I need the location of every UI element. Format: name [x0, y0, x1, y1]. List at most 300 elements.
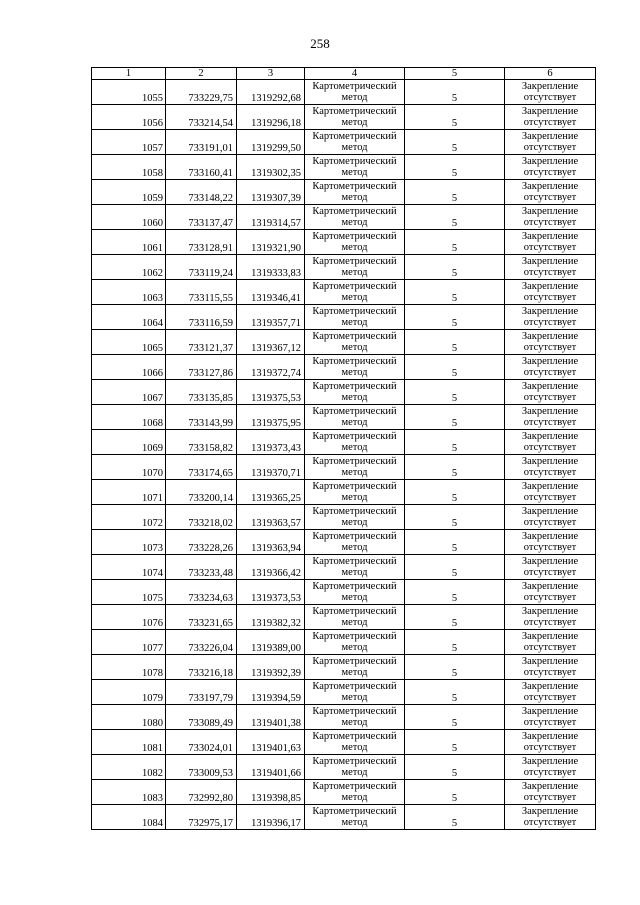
method-line1: Картометрический — [312, 306, 397, 317]
fixation-line2: отсутствует — [523, 542, 577, 553]
method-line2: метод — [341, 467, 368, 478]
accuracy-cell: 5 — [405, 655, 505, 680]
table-row — [92, 405, 596, 430]
method-cell — [305, 130, 405, 155]
method-line2: метод — [341, 717, 368, 728]
fixation-line1: Закрепление — [521, 656, 579, 667]
method-line2: метод — [341, 142, 368, 153]
table-row — [92, 105, 596, 130]
point-number-cell: 1082 — [92, 755, 166, 780]
table-row — [92, 180, 596, 205]
fixation-line2: отсутствует — [523, 367, 577, 378]
fixation-line2: отсутствует — [523, 242, 577, 253]
method-line2: метод — [341, 192, 368, 203]
accuracy-cell: 5 — [405, 305, 505, 330]
fixation-cell — [505, 430, 596, 455]
fixation-line1: Закрепление — [521, 581, 579, 592]
table-row — [92, 580, 596, 605]
method-line1: Картометрический — [312, 656, 397, 667]
x-coordinate-cell: 733214,54 — [166, 105, 237, 130]
x-coordinate-cell: 733135,85 — [166, 380, 237, 405]
y-coordinate-cell: 1319375,53 — [237, 380, 305, 405]
table-row — [92, 155, 596, 180]
column-header: 1 — [92, 68, 166, 80]
y-coordinate-cell: 1319373,53 — [237, 580, 305, 605]
fixation-line1: Закрепление — [521, 331, 579, 342]
point-number-cell: 1079 — [92, 680, 166, 705]
table-row — [92, 730, 596, 755]
fixation-line2: отсутствует — [523, 317, 577, 328]
method-line2: метод — [341, 317, 368, 328]
table-row — [92, 455, 596, 480]
y-coordinate-cell: 1319392,39 — [237, 655, 305, 680]
method-line1: Картометрический — [312, 681, 397, 692]
method-line1: Картометрический — [312, 631, 397, 642]
fixation-line2: отсутствует — [523, 417, 577, 428]
method-cell — [305, 205, 405, 230]
method-cell — [305, 480, 405, 505]
method-line2: метод — [341, 417, 368, 428]
table-row — [92, 355, 596, 380]
point-number-cell: 1074 — [92, 555, 166, 580]
y-coordinate-cell: 1319373,43 — [237, 430, 305, 455]
fixation-cell — [505, 605, 596, 630]
accuracy-cell: 5 — [405, 430, 505, 455]
x-coordinate-cell: 733216,18 — [166, 655, 237, 680]
point-number-cell: 1066 — [92, 355, 166, 380]
x-coordinate-cell: 733174,65 — [166, 455, 237, 480]
method-cell — [305, 330, 405, 355]
table-row — [92, 130, 596, 155]
method-line1: Картометрический — [312, 381, 397, 392]
method-line1: Картометрический — [312, 581, 397, 592]
fixation-line1: Закрепление — [521, 531, 579, 542]
accuracy-cell: 5 — [405, 130, 505, 155]
fixation-line2: отсутствует — [523, 592, 577, 603]
accuracy-cell: 5 — [405, 255, 505, 280]
fixation-cell — [505, 780, 596, 805]
fixation-cell — [505, 530, 596, 555]
x-coordinate-cell: 733228,26 — [166, 530, 237, 555]
fixation-cell — [505, 330, 596, 355]
fixation-line2: отсутствует — [523, 142, 577, 153]
method-line2: метод — [341, 667, 368, 678]
x-coordinate-cell: 733115,55 — [166, 280, 237, 305]
method-line1: Картометрический — [312, 331, 397, 342]
method-cell — [305, 155, 405, 180]
x-coordinate-cell: 733229,75 — [166, 80, 237, 105]
y-coordinate-cell: 1319375,95 — [237, 405, 305, 430]
method-line1: Картометрический — [312, 806, 397, 817]
fixation-line2: отсутствует — [523, 92, 577, 103]
fixation-cell — [505, 80, 596, 105]
point-number-cell: 1059 — [92, 180, 166, 205]
method-line2: метод — [341, 542, 368, 553]
y-coordinate-cell: 1319366,42 — [237, 555, 305, 580]
point-number-cell: 1078 — [92, 655, 166, 680]
x-coordinate-cell: 733234,63 — [166, 580, 237, 605]
accuracy-cell: 5 — [405, 555, 505, 580]
method-line1: Картометрический — [312, 206, 397, 217]
fixation-cell — [505, 280, 596, 305]
method-cell — [305, 505, 405, 530]
fixation-cell — [505, 805, 596, 830]
method-line1: Картометрический — [312, 606, 397, 617]
method-cell — [305, 730, 405, 755]
point-number-cell: 1063 — [92, 280, 166, 305]
fixation-line2: отсутствует — [523, 642, 577, 653]
fixation-line2: отсутствует — [523, 192, 577, 203]
fixation-line1: Закрепление — [521, 306, 579, 317]
fixation-line2: отсутствует — [523, 492, 577, 503]
y-coordinate-cell: 1319382,32 — [237, 605, 305, 630]
fixation-line1: Закрепление — [521, 706, 579, 717]
x-coordinate-cell: 733226,04 — [166, 630, 237, 655]
point-number-cell: 1056 — [92, 105, 166, 130]
table-row — [92, 755, 596, 780]
accuracy-cell: 5 — [405, 755, 505, 780]
y-coordinate-cell: 1319401,38 — [237, 705, 305, 730]
fixation-line1: Закрепление — [521, 206, 579, 217]
accuracy-cell: 5 — [405, 630, 505, 655]
y-coordinate-cell: 1319333,83 — [237, 255, 305, 280]
method-line1: Картометрический — [312, 506, 397, 517]
y-coordinate-cell: 1319401,63 — [237, 730, 305, 755]
fixation-line1: Закрепление — [521, 156, 579, 167]
column-header: 5 — [405, 68, 505, 80]
method-line1: Картометрический — [312, 706, 397, 717]
method-cell — [305, 780, 405, 805]
table-row — [92, 230, 596, 255]
x-coordinate-cell: 733119,24 — [166, 255, 237, 280]
fixation-line2: отсутствует — [523, 517, 577, 528]
table-row — [92, 255, 596, 280]
accuracy-cell: 5 — [405, 380, 505, 405]
method-cell — [305, 605, 405, 630]
fixation-line1: Закрепление — [521, 231, 579, 242]
method-line1: Картометрический — [312, 281, 397, 292]
y-coordinate-cell: 1319363,57 — [237, 505, 305, 530]
method-cell — [305, 280, 405, 305]
method-line1: Картометрический — [312, 131, 397, 142]
method-line1: Картометрический — [312, 356, 397, 367]
fixation-cell — [505, 580, 596, 605]
table-row — [92, 305, 596, 330]
method-line1: Картометрический — [312, 431, 397, 442]
fixation-cell — [505, 405, 596, 430]
method-line1: Картометрический — [312, 731, 397, 742]
table-row — [92, 505, 596, 530]
table-row — [92, 280, 596, 305]
method-line1: Картометрический — [312, 531, 397, 542]
table-row — [92, 480, 596, 505]
method-cell — [305, 555, 405, 580]
method-cell — [305, 305, 405, 330]
method-cell — [305, 705, 405, 730]
fixation-line2: отсутствует — [523, 567, 577, 578]
accuracy-cell: 5 — [405, 680, 505, 705]
accuracy-cell: 5 — [405, 805, 505, 830]
fixation-cell — [505, 130, 596, 155]
table-row — [92, 555, 596, 580]
accuracy-cell: 5 — [405, 480, 505, 505]
method-line2: метод — [341, 742, 368, 753]
fixation-line2: отсутствует — [523, 292, 577, 303]
method-line2: метод — [341, 242, 368, 253]
x-coordinate-cell: 733089,49 — [166, 705, 237, 730]
column-header: 6 — [505, 68, 596, 80]
fixation-cell — [505, 555, 596, 580]
method-line2: метод — [341, 567, 368, 578]
fixation-cell — [505, 355, 596, 380]
point-number-cell: 1075 — [92, 580, 166, 605]
fixation-line1: Закрепление — [521, 356, 579, 367]
y-coordinate-cell: 1319370,71 — [237, 455, 305, 480]
fixation-line1: Закрепление — [521, 131, 579, 142]
table-header-row — [92, 68, 596, 80]
fixation-line2: отсутствует — [523, 267, 577, 278]
method-line2: метод — [341, 767, 368, 778]
method-line2: метод — [341, 517, 368, 528]
accuracy-cell: 5 — [405, 580, 505, 605]
accuracy-cell: 5 — [405, 405, 505, 430]
y-coordinate-cell: 1319299,50 — [237, 130, 305, 155]
x-coordinate-cell: 733233,48 — [166, 555, 237, 580]
point-number-cell: 1080 — [92, 705, 166, 730]
method-cell — [305, 580, 405, 605]
y-coordinate-cell: 1319321,90 — [237, 230, 305, 255]
method-cell — [305, 655, 405, 680]
fixation-line2: отсутствует — [523, 117, 577, 128]
fixation-line2: отсутствует — [523, 817, 577, 828]
x-coordinate-cell: 733143,99 — [166, 405, 237, 430]
fixation-line2: отсутствует — [523, 342, 577, 353]
fixation-cell — [505, 205, 596, 230]
table-row — [92, 680, 596, 705]
y-coordinate-cell: 1319307,39 — [237, 180, 305, 205]
x-coordinate-cell: 733009,53 — [166, 755, 237, 780]
method-cell — [305, 455, 405, 480]
method-line2: метод — [341, 617, 368, 628]
point-number-cell: 1071 — [92, 480, 166, 505]
x-coordinate-cell: 733218,02 — [166, 505, 237, 530]
accuracy-cell: 5 — [405, 330, 505, 355]
fixation-cell — [505, 630, 596, 655]
method-cell — [305, 805, 405, 830]
y-coordinate-cell: 1319314,57 — [237, 205, 305, 230]
column-header: 2 — [166, 68, 237, 80]
fixation-line2: отсутствует — [523, 792, 577, 803]
fixation-line1: Закрепление — [521, 81, 579, 92]
fixation-cell — [505, 230, 596, 255]
column-header: 3 — [237, 68, 305, 80]
method-line2: метод — [341, 692, 368, 703]
point-number-cell: 1065 — [92, 330, 166, 355]
accuracy-cell: 5 — [405, 730, 505, 755]
fixation-line1: Закрепление — [521, 731, 579, 742]
x-coordinate-cell: 733137,47 — [166, 205, 237, 230]
method-line2: метод — [341, 817, 368, 828]
fixation-cell — [505, 155, 596, 180]
accuracy-cell: 5 — [405, 705, 505, 730]
x-coordinate-cell: 733231,65 — [166, 605, 237, 630]
method-line1: Картометрический — [312, 256, 397, 267]
table-row — [92, 530, 596, 555]
accuracy-cell: 5 — [405, 230, 505, 255]
y-coordinate-cell: 1319365,25 — [237, 480, 305, 505]
fixation-line2: отсутствует — [523, 717, 577, 728]
method-line1: Картометрический — [312, 456, 397, 467]
accuracy-cell: 5 — [405, 80, 505, 105]
fixation-line2: отсутствует — [523, 742, 577, 753]
method-cell — [305, 255, 405, 280]
point-number-cell: 1081 — [92, 730, 166, 755]
fixation-line1: Закрепление — [521, 106, 579, 117]
fixation-cell — [505, 480, 596, 505]
point-number-cell: 1084 — [92, 805, 166, 830]
method-cell — [305, 105, 405, 130]
accuracy-cell: 5 — [405, 355, 505, 380]
method-line1: Картометрический — [312, 81, 397, 92]
x-coordinate-cell: 733191,01 — [166, 130, 237, 155]
method-cell — [305, 755, 405, 780]
point-number-cell: 1067 — [92, 380, 166, 405]
fixation-line1: Закрепление — [521, 506, 579, 517]
point-number-cell: 1057 — [92, 130, 166, 155]
fixation-cell — [505, 730, 596, 755]
fixation-cell — [505, 505, 596, 530]
method-cell — [305, 430, 405, 455]
fixation-cell — [505, 705, 596, 730]
fixation-line2: отсутствует — [523, 442, 577, 453]
fixation-cell — [505, 255, 596, 280]
point-number-cell: 1058 — [92, 155, 166, 180]
fixation-line2: отсутствует — [523, 667, 577, 678]
point-number-cell: 1062 — [92, 255, 166, 280]
accuracy-cell: 5 — [405, 605, 505, 630]
fixation-cell — [505, 105, 596, 130]
table-row — [92, 630, 596, 655]
point-number-cell: 1076 — [92, 605, 166, 630]
fixation-line1: Закрепление — [521, 606, 579, 617]
accuracy-cell: 5 — [405, 280, 505, 305]
method-cell — [305, 230, 405, 255]
fixation-line1: Закрепление — [521, 806, 579, 817]
fixation-line1: Закрепление — [521, 756, 579, 767]
method-line2: метод — [341, 217, 368, 228]
method-line2: метод — [341, 167, 368, 178]
fixation-line2: отсутствует — [523, 467, 577, 478]
fixation-line2: отсутствует — [523, 167, 577, 178]
method-line2: метод — [341, 292, 368, 303]
fixation-line1: Закрепление — [521, 781, 579, 792]
fixation-line1: Закрепление — [521, 181, 579, 192]
point-number-cell: 1077 — [92, 630, 166, 655]
fixation-cell — [505, 305, 596, 330]
y-coordinate-cell: 1319302,35 — [237, 155, 305, 180]
method-line2: метод — [341, 642, 368, 653]
method-line2: метод — [341, 442, 368, 453]
method-line1: Картометрический — [312, 231, 397, 242]
method-line1: Картометрический — [312, 556, 397, 567]
fixation-cell — [505, 455, 596, 480]
method-cell — [305, 630, 405, 655]
fixation-line1: Закрепление — [521, 381, 579, 392]
accuracy-cell: 5 — [405, 455, 505, 480]
fixation-line2: отсутствует — [523, 767, 577, 778]
point-number-cell: 1069 — [92, 430, 166, 455]
point-number-cell: 1073 — [92, 530, 166, 555]
method-cell — [305, 80, 405, 105]
x-coordinate-cell: 733116,59 — [166, 305, 237, 330]
accuracy-cell: 5 — [405, 155, 505, 180]
coordinates-table — [91, 67, 596, 830]
table-row — [92, 430, 596, 455]
method-line2: метод — [341, 592, 368, 603]
y-coordinate-cell: 1319357,71 — [237, 305, 305, 330]
fixation-line2: отсутствует — [523, 692, 577, 703]
point-number-cell: 1072 — [92, 505, 166, 530]
fixation-line1: Закрепление — [521, 256, 579, 267]
method-line1: Картометрический — [312, 406, 397, 417]
column-header: 4 — [305, 68, 405, 80]
table-row — [92, 205, 596, 230]
fixation-cell — [505, 180, 596, 205]
method-cell — [305, 355, 405, 380]
table-row — [92, 330, 596, 355]
y-coordinate-cell: 1319372,74 — [237, 355, 305, 380]
method-line2: метод — [341, 792, 368, 803]
method-line1: Картометрический — [312, 106, 397, 117]
accuracy-cell: 5 — [405, 780, 505, 805]
method-line1: Картометрический — [312, 781, 397, 792]
point-number-cell: 1055 — [92, 80, 166, 105]
table-row — [92, 780, 596, 805]
x-coordinate-cell: 733121,37 — [166, 330, 237, 355]
fixation-cell — [505, 755, 596, 780]
method-line2: метод — [341, 92, 368, 103]
x-coordinate-cell: 733127,86 — [166, 355, 237, 380]
y-coordinate-cell: 1319401,66 — [237, 755, 305, 780]
y-coordinate-cell: 1319363,94 — [237, 530, 305, 555]
fixation-line1: Закрепление — [521, 456, 579, 467]
x-coordinate-cell: 733197,79 — [166, 680, 237, 705]
table-row — [92, 80, 596, 105]
fixation-cell — [505, 680, 596, 705]
x-coordinate-cell: 732992,80 — [166, 780, 237, 805]
method-line1: Картометрический — [312, 756, 397, 767]
page-number: 258 — [310, 36, 330, 51]
x-coordinate-cell: 733024,01 — [166, 730, 237, 755]
fixation-line1: Закрепление — [521, 431, 579, 442]
y-coordinate-cell: 1319292,68 — [237, 80, 305, 105]
fixation-line1: Закрепление — [521, 631, 579, 642]
point-number-cell: 1061 — [92, 230, 166, 255]
y-coordinate-cell: 1319346,41 — [237, 280, 305, 305]
point-number-cell: 1070 — [92, 455, 166, 480]
table-row — [92, 605, 596, 630]
table-row — [92, 805, 596, 830]
fixation-cell — [505, 655, 596, 680]
table-row — [92, 380, 596, 405]
method-line2: метод — [341, 367, 368, 378]
fixation-line1: Закрепление — [521, 281, 579, 292]
y-coordinate-cell: 1319367,12 — [237, 330, 305, 355]
fixation-line1: Закрепление — [521, 556, 579, 567]
x-coordinate-cell: 733148,22 — [166, 180, 237, 205]
table-row — [92, 655, 596, 680]
point-number-cell: 1064 — [92, 305, 166, 330]
